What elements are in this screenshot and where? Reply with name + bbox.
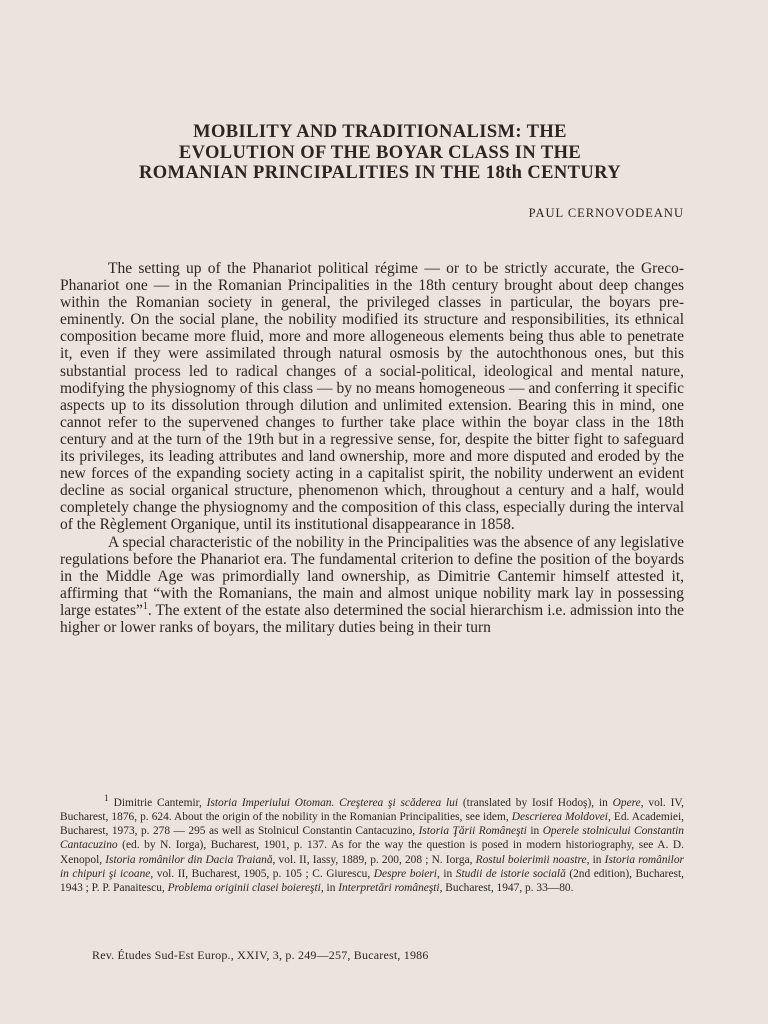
body-paragraph-1: The setting up of the Phanariot political régime — or to be strictly accurate, the Greco-Phanariot one — in the Romanian Principalities in the 18th century brought about deep changes within the Romanian society in general, the privileged classes in particular, the boyars pre-eminently. On the social plane, the nobility modified its structure and responsibilities, its ethnical composition became more fluid, more and more allogeneous elements being thus able to penetrate it, even if they were assimilated through natural osmosis by the autochthonous ones, but this substantial process led to radical changes of a social-political, ideological and mental nature, modifying the physiognomy of this class — by no means homogeneous — and conferring it specific aspects up to its dissolution through dilution and unlimited extension. Bearing this in mind, one cannot refer to the supervened changes to further take place within the boyar class in the 18th century and at the turn of the 19th but in a regressive sense, for, despite the bitter fight to safeguard its privileges, its leading attributes and land ownership, more and more disputed and eroded by the new forces of the expanding society acting in a capitalist spirit, the nobility underwent an evident decline as social organical structure, phenomenon which, throughout a century and a half, would completely change the physiognomy and the composition of this class, especially during the interval of the Règlement Organique, until its institutional disappearance in 1858. bbox=[60, 260, 684, 534]
body-paragraph-2 bbox=[60, 534, 684, 637]
fn-work: Operele stolnicului Constantin Cantacuzino bbox=[60, 825, 684, 852]
fn-work: Descrierea Moldovei bbox=[511, 811, 608, 823]
fn-work: Istoria Ţării Româneşti bbox=[418, 825, 527, 838]
fn-text: (ed. by N. Iorga), Bucharest, 1901, p. 137. As for the way the question is posed in modern historiography, see A. D. Xenopol, bbox=[60, 839, 684, 866]
fn-work: Interpretări româneşti bbox=[338, 882, 440, 895]
fn-text: , vol. II, Iassy, 1889, p. 200, 208 ; N. Iorga, bbox=[272, 853, 473, 866]
body-paragraph-2-tail: . The extent of the estate also determined the social hierarchism i.e. admission into the higher or lower ranks of boyars, the military duties being in their turn bbox=[60, 601, 684, 636]
article-author: PAUL CERNOVODEANU bbox=[528, 206, 684, 220]
fn-work: Despre boieri bbox=[373, 867, 437, 880]
fn-text: in bbox=[530, 825, 540, 838]
fn-work: Rostul boierimii noastre bbox=[475, 853, 587, 866]
fn-work: Studii de istorie socială bbox=[455, 867, 566, 880]
body-paragraph-2-text: A special characteristic of the nobility in the Principalities was the absence of any legislative regulations before the Phanariot era. The fundamental criterion to define the position of the boyards in the Middle Age was primordially land ownership, as Dimitrie Cantemir himself attested it, affirming that “with the Romanians, the main and almost unique nobility mark lay in possessing large estates” bbox=[60, 533, 684, 619]
fn-text: , in bbox=[436, 867, 453, 880]
footnote-1 bbox=[60, 792, 684, 895]
fn-text: (translated by Iosif Hodoş), in bbox=[462, 796, 608, 809]
journal-citation: Rev. Études Sud-Est Europ., XXIV, 3, p. 249—257, Bucarest, 1986 bbox=[92, 948, 429, 962]
fn-text: , Bucharest, 1947, p. 33—80. bbox=[439, 882, 574, 895]
fn-text: (2nd edition), Bucharest, 1943 ; P. P. Panaitescu, bbox=[60, 867, 684, 895]
title-line-2: EVOLUTION OF THE BOYAR CLASS IN THE bbox=[178, 142, 582, 163]
fn-work: Problema originii clasei boiereşti bbox=[167, 882, 321, 895]
fn-work: Istoria românilor in chipuri şi icoane bbox=[60, 853, 684, 880]
fn-work: Istoria românilor din Dacia Traiană bbox=[105, 853, 273, 866]
title-line-3: ROMANIAN PRINCIPALITIES IN THE 18th CENTURY bbox=[138, 163, 622, 183]
article-title bbox=[60, 122, 700, 184]
fn-text: , in bbox=[586, 853, 602, 866]
title-line-1: MOBILITY AND TRADITIONALISM: THE bbox=[193, 122, 567, 142]
fn-text: , Ed. Academiei, Bucharest, 1973, p. 278 — 295 as well as Stolnicul Constantin Cantacuzino, bbox=[60, 811, 684, 838]
footnote-marker: 1 bbox=[104, 794, 109, 804]
footnote-reference[interactable]: 1 bbox=[142, 600, 148, 612]
article-body bbox=[60, 260, 684, 636]
fn-text: , vol. II, Bucharest, 1905, p. 105 ; C. Giurescu, bbox=[150, 867, 371, 880]
fn-text: , in bbox=[320, 882, 336, 895]
fn-author: Dimitrie Cantemir, bbox=[113, 796, 202, 809]
fn-work: Opere bbox=[612, 796, 641, 809]
fn-work: Istoria Imperiului Otoman. Creşterea şi scăderea lui bbox=[206, 796, 459, 809]
fn-text: , vol. IV, Bucharest, 1876, p. 624. About the origin of the nobility in the Romanian Principalities, see idem, bbox=[60, 796, 685, 823]
